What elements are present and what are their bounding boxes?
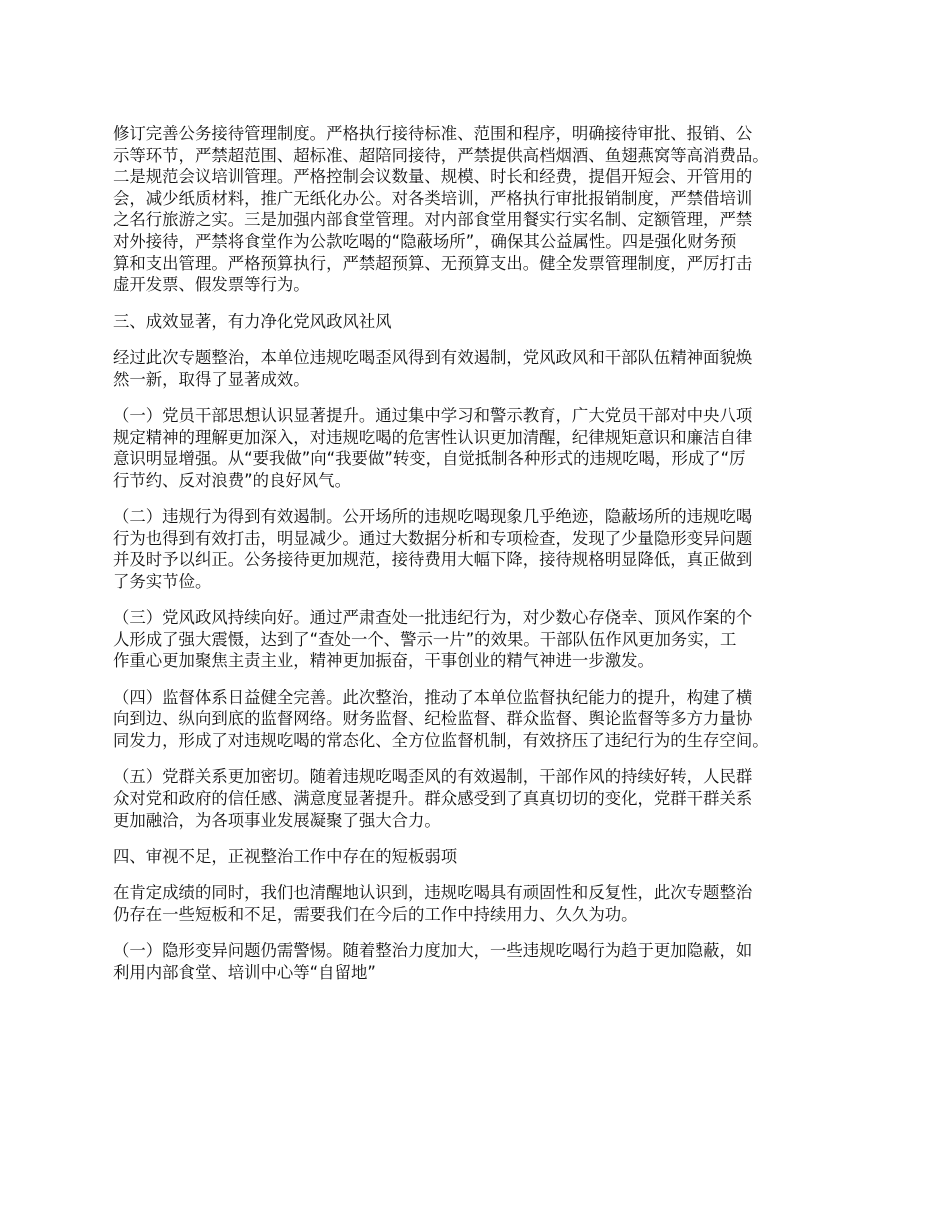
text-line: （五）党群关系更加密切。随着违规吃喝歪风的有效遏制，干部作风的持续好转，人民群 xyxy=(113,767,753,787)
text-line: 算和支出管理。严格预算执行，严禁超预算、无预算支出。健全发票管理制度，严厉打击 xyxy=(113,253,753,273)
paragraph-result-3 xyxy=(113,607,853,672)
document-page xyxy=(113,123,853,984)
text-line: （二）违规行为得到有效遏制。公开场所的违规吃喝现象几乎绝迹，隐蔽场所的违规吃喝 xyxy=(113,507,753,527)
text-line: 仍存在一些短板和不足，需要我们在今后的工作中持续用力、久久为功。 xyxy=(113,904,638,924)
paragraph-reception-management xyxy=(113,123,853,296)
paragraph-result-5 xyxy=(113,766,853,831)
text-line: 行为也得到有效打击，明显减少。通过大数据分析和专项检查，发现了少量隐形变异问题 xyxy=(113,528,753,548)
paragraph-result-2 xyxy=(113,506,853,592)
paragraph-shortcoming-1 xyxy=(113,940,853,983)
text-line: （一）隐形变异问题仍需警惕。随着整治力度加大，一些违规吃喝行为趋于更加隐蔽，如 xyxy=(113,941,753,961)
paragraph-shortcomings-intro xyxy=(113,882,853,925)
paragraph-result-4 xyxy=(113,687,853,752)
section-heading-shortcomings xyxy=(113,846,853,868)
text-line: 同发力，形成了对违规吃喝的常态化、全方位监督机制，有效挤压了违纪行为的生存空间。 xyxy=(113,731,769,751)
text-line: 众对党和政府的信任感、满意度显著提升。群众感受到了真真切切的变化，党群干群关系 xyxy=(113,789,753,809)
text-line: （一）党员干部思想认识显著提升。通过集中学习和警示教育，广大党员干部对中央八项 xyxy=(113,405,753,425)
text-line: 对外接待，严禁将食堂作为公款吃喝的“隐蔽场所”，确保其公益属性。四是强化财务预 xyxy=(113,231,737,251)
text-line: 会，减少纸质材料，推广无纸化办公。对各类培训，严格执行审批报销制度，严禁借培训 xyxy=(113,188,753,208)
text-line: 人形成了强大震慑，达到了“查处一个、警示一片”的效果。干部队伍作风更加务实，工 xyxy=(113,629,737,649)
heading-line: 三、成效显著，有力净化党风政风社风 xyxy=(113,311,392,331)
text-line: 在肯定成绩的同时，我们也清醒地认识到，违规吃喝具有顽固性和反复性，此次专题整治 xyxy=(113,883,753,903)
text-line: 修订完善公务接待管理制度。严格执行接待标准、范围和程序，明确接待审批、报销、公 xyxy=(113,124,753,143)
paragraph-result-1 xyxy=(113,405,853,491)
text-line: 虚开发票、假发票等行为。 xyxy=(113,275,310,295)
text-line: 经过此次专题整治，本单位违规吃喝歪风得到有效遏制，党风政风和干部队伍精神面貌焕 xyxy=(113,347,753,367)
text-line: 示等环节，严禁超范围、超标准、超陪同接待，严禁提供高档烟酒、鱼翅燕窝等高消费品。 xyxy=(113,145,769,165)
text-line: 利用内部食堂、培训中心等“自留地” xyxy=(113,962,376,982)
text-line: 规定精神的理解更加深入，对违规吃喝的危害性认识更加清醒，纪律规矩意识和廉洁自律 xyxy=(113,427,753,447)
text-line: 之名行旅游之实。三是加强内部食堂管理。对内部食堂用餐实行实名制、定额管理，严禁 xyxy=(113,210,753,230)
text-line: 向到边、纵向到底的监督网络。财务监督、纪检监督、群众监督、舆论监督等多方力量协 xyxy=(113,709,753,729)
text-line: （三）党风政风持续向好。通过严肃查处一批违纪行为，对少数心存侥幸、顶风作案的个 xyxy=(113,608,753,628)
text-line: （四）监督体系日益健全完善。此次整治，推动了本单位监督执纪能力的提升，构建了横 xyxy=(113,687,753,707)
heading-line: 四、审视不足，正视整治工作中存在的短板弱项 xyxy=(113,847,458,866)
text-line: 然一新，取得了显著成效。 xyxy=(113,369,310,389)
section-heading-results xyxy=(113,311,853,333)
text-line: 并及时予以纠正。公务接待更加规范，接待费用大幅下降，接待规格明显降低，真正做到 xyxy=(113,550,753,570)
text-line: 意识明显增强。从“要我做”向“我要做”转变，自觉抵制各种形式的违规吃喝，形成了“厉 xyxy=(113,449,746,469)
paragraph-results-intro xyxy=(113,347,853,390)
text-line: 了务实节俭。 xyxy=(113,571,212,591)
text-line: 更加融洽，为各项事业发展凝聚了强大合力。 xyxy=(113,810,441,830)
text-line: 作重心更加聚焦主责主业，精神更加振奋，干事创业的精气神进一步激发。 xyxy=(113,651,654,671)
text-line: 二是规范会议培训管理。严格控制会议数量、规模、时长和经费，提倡开短会、开管用的 xyxy=(113,167,753,187)
text-line: 行节约、反对浪费”的良好风气。 xyxy=(113,470,351,490)
